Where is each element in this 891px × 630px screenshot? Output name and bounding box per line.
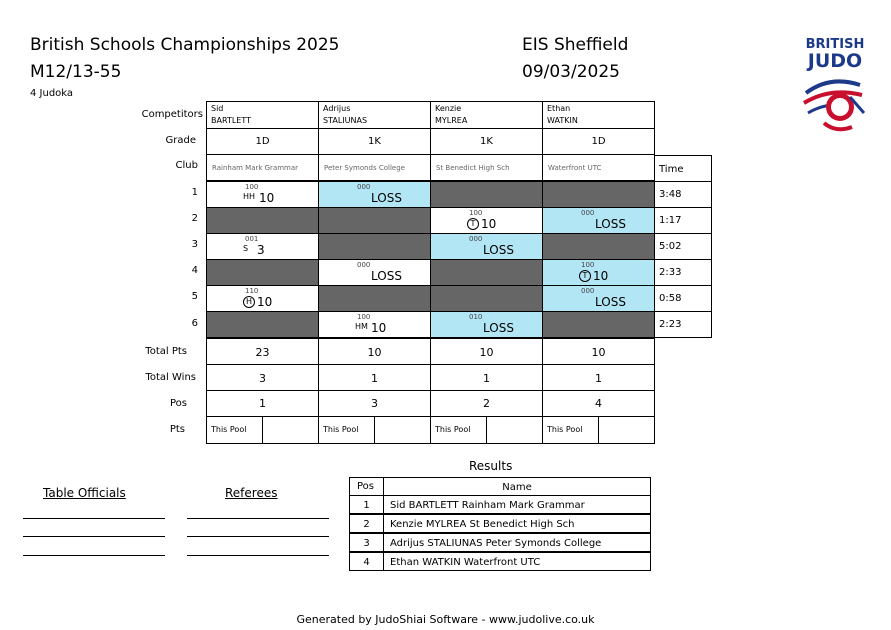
pos-cell	[542, 390, 655, 417]
pts-cell	[206, 416, 319, 444]
contest-score-code: 000	[581, 209, 595, 217]
contest-cell[interactable]	[542, 181, 655, 208]
label-pts: Pts	[169, 424, 185, 435]
club-name: St Benedict High Sch	[436, 164, 510, 172]
contest-result: 10	[371, 321, 387, 335]
pts-cell	[430, 416, 543, 444]
contest-time: 0:58	[659, 293, 682, 304]
label-grade: Grade	[165, 135, 196, 146]
total-wins-cell	[206, 364, 319, 391]
results-pos-value: 3	[363, 538, 370, 549]
total-pts-value: 10	[367, 346, 382, 359]
judoka-emblem-icon	[800, 73, 870, 137]
contest-cell[interactable]	[206, 285, 319, 312]
results-row-pos	[349, 495, 384, 514]
contest-result: 10	[593, 269, 609, 283]
contest-cell[interactable]	[318, 233, 431, 260]
total-wins-value: 1	[371, 372, 378, 385]
grade-value: 1K	[368, 136, 381, 147]
pos-cell	[318, 390, 431, 417]
contest-result: LOSS	[371, 191, 402, 205]
contest-cell[interactable]	[430, 233, 543, 260]
label-contest-1: 1	[191, 187, 198, 198]
results-row-pos	[349, 514, 384, 533]
time-cell	[654, 285, 712, 312]
total-wins-cell	[318, 364, 431, 391]
contest-cell[interactable]	[430, 181, 543, 208]
contest-score-code: 100	[245, 183, 259, 191]
contest-win-mark: T	[579, 270, 591, 282]
contest-score-code: 100	[357, 313, 371, 321]
event-date: 09/03/2025	[522, 62, 620, 82]
results-row-pos	[349, 533, 384, 552]
label-contest-5: 5	[191, 291, 198, 302]
pts-divider	[262, 417, 263, 443]
total-pts-cell	[318, 338, 431, 365]
contest-score-code: 000	[357, 261, 371, 269]
pts-divider	[598, 417, 599, 443]
time-cell	[654, 181, 712, 208]
time-header-cell	[654, 155, 712, 182]
contest-result: 3	[257, 243, 265, 257]
this-pool-label: This Pool	[435, 425, 471, 434]
pos-cell	[430, 390, 543, 417]
total-wins-value: 3	[259, 372, 266, 385]
officials-sign-line	[23, 536, 165, 537]
pos-cell	[206, 390, 319, 417]
contest-cell[interactable]	[206, 207, 319, 234]
competitor-first-name: Adrijus	[323, 104, 351, 113]
total-wins-cell	[430, 364, 543, 391]
grade-value: 1D	[591, 136, 606, 147]
time-cell	[654, 311, 712, 338]
contest-result: 10	[259, 191, 275, 205]
contest-score-code: 100	[581, 261, 595, 269]
club-cell	[206, 154, 319, 181]
contest-cell[interactable]	[542, 285, 655, 312]
grade-value: 1D	[255, 136, 270, 147]
contest-cell[interactable]	[318, 207, 431, 234]
results-name-value: Adrijus STALIUNAS Peter Symonds College	[390, 538, 602, 549]
total-wins-cell	[542, 364, 655, 391]
judoka-count: 4 Judoka	[30, 88, 74, 99]
total-pts-cell	[542, 338, 655, 365]
contest-result: LOSS	[483, 243, 514, 257]
officials-sign-line	[23, 518, 165, 519]
contest-score-code: 000	[469, 235, 483, 243]
total-pts-value: 10	[479, 346, 494, 359]
contest-cell[interactable]	[206, 233, 319, 260]
logo-line2: JUDO	[807, 50, 863, 72]
contest-result: LOSS	[483, 321, 514, 335]
contest-score-code: 000	[357, 183, 371, 191]
pos-value: 3	[371, 397, 378, 410]
results-row-name	[383, 533, 651, 552]
club-cell	[430, 154, 543, 181]
competitor-name-cell	[542, 101, 655, 129]
time-cell	[654, 259, 712, 286]
competitor-last-name: BARTLETT	[211, 116, 251, 125]
label-pos: Pos	[169, 398, 187, 409]
referee-sign-line	[187, 518, 329, 519]
competitor-name-cell	[430, 101, 543, 129]
contest-cell[interactable]	[542, 233, 655, 260]
contest-win-mark: HM	[355, 322, 368, 331]
contest-cell[interactable]	[206, 259, 319, 286]
label-contest-6: 6	[191, 318, 198, 329]
competitor-first-name: Sid	[211, 104, 224, 113]
pts-cell	[542, 416, 655, 444]
referee-sign-line	[187, 555, 329, 556]
contest-score-code: 001	[245, 235, 259, 243]
time-cell	[654, 207, 712, 234]
this-pool-label: This Pool	[547, 425, 583, 434]
grade-cell	[318, 128, 431, 155]
contest-win-mark: H	[243, 296, 255, 308]
competitor-last-name: STALIUNAS	[323, 116, 368, 125]
contest-cell[interactable]	[206, 311, 319, 338]
venue: EIS Sheffield	[522, 35, 629, 55]
contest-score-code: 000	[581, 287, 595, 295]
total-wins-value: 1	[483, 372, 490, 385]
contest-cell[interactable]	[430, 259, 543, 286]
category-title: M12/13-55	[30, 62, 122, 82]
total-wins-value: 1	[595, 372, 602, 385]
results-header-pos	[349, 477, 384, 496]
contest-win-mark: S	[243, 244, 249, 253]
results-header-name	[383, 477, 651, 496]
competitor-first-name: Kenzie	[435, 104, 462, 113]
label-total-wins: Total Wins	[145, 372, 196, 383]
footer: Generated by JudoShiai Software - www.judolive.co.uk	[296, 613, 595, 626]
this-pool-label: This Pool	[211, 425, 247, 434]
club-cell	[542, 154, 655, 181]
results-row-name	[383, 514, 651, 533]
contest-cell[interactable]	[542, 311, 655, 338]
results-name-value: Sid BARTLETT Rainham Mark Grammar	[390, 500, 585, 511]
officials-sign-line	[23, 555, 165, 556]
british-judo-logo	[795, 38, 875, 141]
grade-value: 1K	[480, 136, 493, 147]
contest-score-code: 110	[245, 287, 259, 295]
contest-cell[interactable]	[206, 181, 319, 208]
contest-time: 5:02	[659, 241, 682, 252]
club-cell	[318, 154, 431, 181]
contest-result: LOSS	[595, 217, 626, 231]
contest-cell[interactable]	[318, 285, 431, 312]
label-contest-3: 3	[191, 239, 198, 250]
club-name: Waterfront UTC	[548, 164, 602, 172]
label-contest-2: 2	[191, 213, 198, 224]
event-title: British Schools Championships 2025	[30, 35, 340, 55]
label-total-pts: Total Pts	[145, 346, 187, 357]
contest-cell[interactable]	[318, 311, 431, 338]
table-officials-label: Table Officials	[43, 486, 126, 500]
pos-value: 1	[259, 397, 266, 410]
contest-score-code: 010	[469, 313, 483, 321]
contest-cell[interactable]	[542, 207, 655, 234]
pts-divider	[486, 417, 487, 443]
this-pool-label: This Pool	[323, 425, 359, 434]
referee-sign-line	[187, 536, 329, 537]
results-row-name	[383, 552, 651, 571]
pos-value: 4	[595, 397, 602, 410]
total-pts-value: 10	[591, 346, 606, 359]
grade-cell	[206, 128, 319, 155]
label-club: Club	[175, 160, 198, 171]
contest-cell[interactable]	[430, 285, 543, 312]
results-row-name	[383, 495, 651, 514]
contest-result: LOSS	[595, 295, 626, 309]
results-row-pos	[349, 552, 384, 571]
club-name: Rainham Mark Grammar	[212, 164, 299, 172]
competitor-last-name: WATKIN	[547, 116, 578, 125]
pts-divider	[374, 417, 375, 443]
results-col-name: Name	[502, 482, 532, 493]
results-col-pos: Pos	[357, 481, 375, 492]
results-pos-value: 1	[363, 500, 370, 511]
results-name-value: Kenzie MYLREA St Benedict High Sch	[390, 519, 575, 530]
pts-cell	[318, 416, 431, 444]
competitor-last-name: MYLREA	[435, 116, 468, 125]
time-cell	[654, 233, 712, 260]
logo-line1: BRITISH	[805, 37, 865, 52]
contest-time: 2:33	[659, 267, 682, 278]
grade-cell	[430, 128, 543, 155]
label-contest-4: 4	[191, 265, 198, 276]
contest-cell[interactable]	[542, 259, 655, 286]
pos-value: 2	[483, 397, 490, 410]
grade-cell	[542, 128, 655, 155]
contest-score-code: 100	[469, 209, 483, 217]
contest-result: 10	[481, 217, 497, 231]
label-competitors: Competitors	[141, 109, 203, 120]
contest-cell[interactable]	[430, 311, 543, 338]
contest-cell[interactable]	[430, 207, 543, 234]
contest-result: LOSS	[371, 269, 402, 283]
contest-result: 10	[257, 295, 273, 309]
total-pts-value: 23	[255, 346, 270, 359]
referees-label: Referees	[225, 486, 278, 500]
competitor-name-cell	[318, 101, 431, 129]
time-header: Time	[659, 164, 684, 175]
contest-win-mark: HH	[243, 192, 256, 201]
results-pos-value: 4	[363, 557, 370, 568]
results-pos-value: 2	[363, 519, 370, 530]
results-name-value: Ethan WATKIN Waterfront UTC	[390, 557, 541, 568]
club-name: Peter Symonds College	[324, 164, 405, 172]
contest-time: 1:17	[659, 215, 682, 226]
contest-cell[interactable]	[318, 259, 431, 286]
contest-cell[interactable]	[318, 181, 431, 208]
competitor-first-name: Ethan	[547, 104, 571, 113]
total-pts-cell	[430, 338, 543, 365]
total-pts-cell	[206, 338, 319, 365]
competitor-name-cell	[206, 101, 319, 129]
contest-win-mark: T	[467, 218, 479, 230]
contest-time: 3:48	[659, 189, 682, 200]
results-title: Results	[469, 459, 513, 473]
contest-time: 2:23	[659, 319, 682, 330]
